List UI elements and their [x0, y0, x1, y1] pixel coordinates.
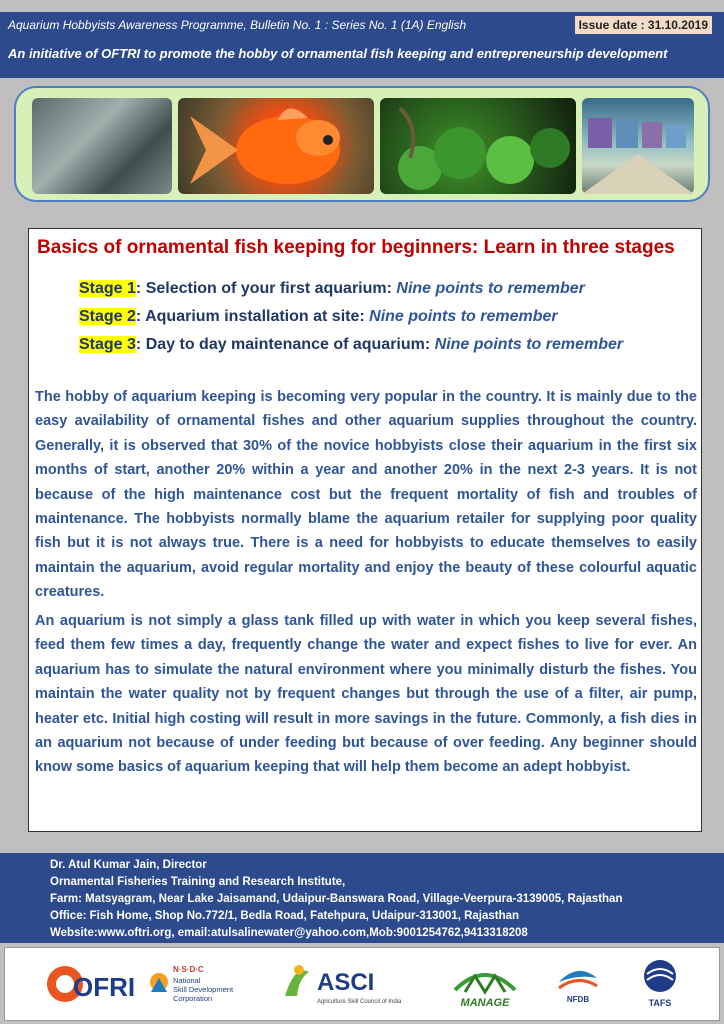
issue-date: Issue date : 31.10.2019 [575, 16, 712, 34]
stage-item [79, 275, 623, 303]
goldfish-icon [178, 98, 374, 194]
manage-logo [445, 956, 525, 1012]
bulletin-series: Aquarium Hobbyists Awareness Programme, Bulletin No. 1 : Series No. 1 (1A) English [8, 18, 467, 32]
stage-text: : Aquarium installation at site: [135, 308, 370, 325]
aquarium-gallery-photo [582, 98, 694, 194]
nsdc-name-line: National [173, 976, 201, 985]
stage-hint: Nine points to remember [396, 280, 585, 297]
nsdc-abbr: N·S·D·C [173, 965, 204, 974]
contact-details: Website:www.oftri.org, email:atulsalinewater@yahoo.com,Mob:9001254762,9413318208 [50, 927, 528, 939]
manage-logo-text: MANAGE [460, 997, 510, 1009]
office-address: Office: Fish Home, Shop No.772/1, Bedla Road, Fatehpura, Udaipur-313001, Rajasthan [50, 910, 520, 922]
nfdb-logo-text: NFDB [566, 995, 590, 1004]
nsdc-name-line: Skill Development [173, 985, 234, 994]
goldfish-photo [178, 98, 374, 194]
stage-label: Stage 2 [79, 308, 136, 325]
nsdc-name-line: Corporation [173, 994, 213, 1003]
director-name: Dr. Atul Kumar Jain, Director [50, 859, 207, 871]
oftri-logo-text: OFRI [73, 972, 136, 1002]
article-title: Basics of ornamental fish keeping for beginners: Learn in three stages [37, 237, 675, 258]
asci-logo [275, 956, 415, 1012]
stage-label: Stage 3 [79, 336, 136, 353]
stage-text: : Day to day maintenance of aquarium: [135, 336, 435, 353]
bulletin-header [0, 12, 724, 78]
tagline: An initiative of OFTRI to promote the hobby of ornamental fish keeping and entrepreneurship development [8, 46, 668, 61]
nsdc-logo [145, 956, 255, 1012]
tafs-logo [625, 956, 695, 1012]
nfdb-logo [553, 956, 603, 1012]
fish-farm-photo [32, 98, 172, 194]
stage-hint: Nine points to remember [434, 336, 624, 353]
stage-text: : Selection of your first aquarium: [135, 280, 397, 297]
institute-name: Ornamental Fisheries Training and Research Institute, [50, 876, 346, 888]
aquarium-tanks-icon [582, 98, 694, 194]
partner-logos [4, 947, 720, 1021]
planted-aquarium-photo [380, 98, 576, 194]
oftri-logo [43, 956, 136, 1012]
aquatic-plants-icon [380, 98, 576, 194]
stage-item [79, 303, 623, 331]
contact-footer [0, 853, 724, 943]
intro-paragraph: The hobby of aquarium keeping is becoming very popular in the country. It is mainly due to the easy availability of ornamental fishes and other aquarium supplies throughout the country. Generally, it is observed that 30% of the novice hobbyists close their aquarium in the first six months of start, another 20% within a year and another 20% in the next 2-3 years. It is not because of the high maintenance cost but the frequent mortality of fish and troubles of maintenance. The hobbyists normally blame the aquarium retailer for supplying poor quality fish but it is not always true. There is a need for hobbyists to educate themselves to easily maintain the aquarium, avoid regular mortality and enjoy the beauty of these colourful aquatic creatures. [35, 389, 697, 601]
stage-label: Stage 1 [79, 280, 136, 297]
aquarium-basics-paragraph: An aquarium is not simply a glass tank filled up with water in which you keep several fishes, feed them few times a day, frequently change the water and expect fishes to live for ever. An aquarium has to simulate the natural environment where you minimally disturb the fishes. You maintain the water quality not by frequent changes but through the use of a filter, air pump, heater etc. Initial high costing will result in more savings in the future. Commonly, a fish dies in an aquarium not because of under feeding but because of over feeding. Any beginner should know some basics of aquarium keeping that will help them become an adept hobbyist. [35, 613, 697, 776]
stage-hint: Nine points to remember [369, 308, 558, 325]
article-box [28, 228, 702, 832]
asci-subtitle: Agriculture Skill Council of India [317, 999, 402, 1005]
stages-list [79, 275, 623, 359]
tafs-logo-text: TAFS [648, 998, 672, 1008]
farm-address: Farm: Matsyagram, Near Lake Jaisamand, Udaipur-Banswara Road, Village-Veerpura-3139005, Rajasthan [50, 893, 623, 905]
stage-item [79, 331, 623, 359]
photo-banner [14, 86, 710, 202]
asci-logo-text: ASCI [317, 969, 375, 996]
